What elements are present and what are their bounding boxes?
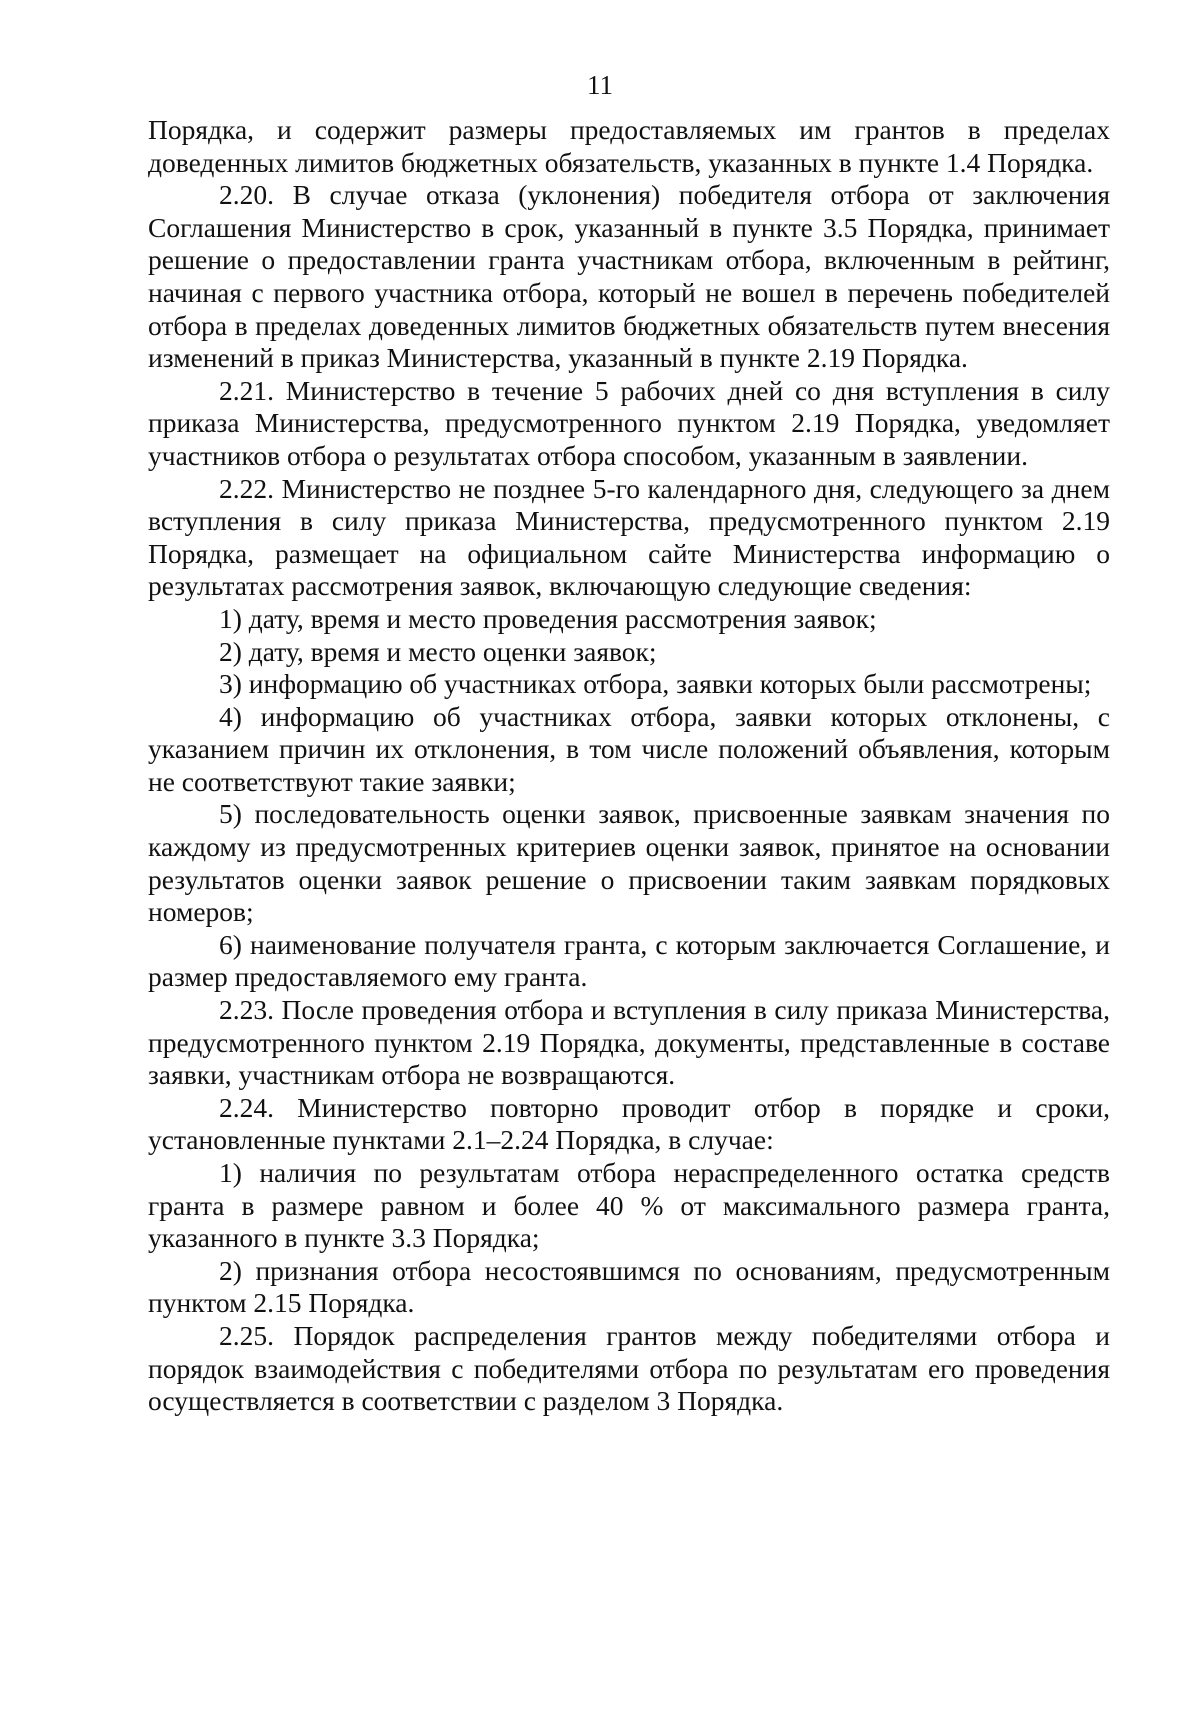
clause-2-21: 2.21. Министерство в течение 5 рабочих дней со дня вступления в силу приказа Министерства, предусмотренного пунктом 2.19 Порядка, уведомляет участников отбора о результатах отбора способом, указанным в заявлении.: [148, 374, 1110, 471]
clause-2-25: 2.25. Порядок распределения грантов между победителями отбора и порядок взаимодействия с победителями отбора по результатам его проведения осуществляется в соответствии с разделом 3 Порядка.: [148, 1319, 1110, 1417]
clause-2-22-item-6: 6) наименование получателя гранта, с которым заключается Соглашение, и размер предоставляемого ему гранта.: [148, 928, 1110, 993]
clause-2-23: 2.23. После проведения отбора и вступления в силу приказа Министерства, предусмотренного пунктом 2.19 Порядка, документы, представленные в составе заявки, участникам отбора не возвращаются.: [148, 994, 1110, 1091]
clause-2-22-item-5: 5) последовательность оценки заявок, присвоенные заявкам значения по каждому из предусмотренных критериев оценки заявок, принятое на основании результатов оценки заявок решение о присвоении таким заявкам порядковых номеров;: [148, 798, 1110, 928]
clause-2-24-item-2: 2) признания отбора несостоявшимся по основаниям, предусмотренным пунктом 2.15 Порядка.: [148, 1254, 1110, 1319]
clause-2-22-item-1: 1) дату, время и место проведения рассмотрения заявок;: [219, 602, 877, 634]
clause-2-22-item-2: 2) дату, время и место оценки заявок;: [219, 635, 657, 667]
page-number: 11: [587, 70, 613, 100]
paragraph-continuation: Порядка, и содержит размеры предоставляемых им грантов в пределах доведенных лимитов бюджетных обязательств, указанных в пункте 1.4 Порядка.: [148, 114, 1110, 178]
document-body: [148, 114, 1110, 1418]
clause-2-22-item-4: 4) информацию об участниках отбора, заявки которых отклонены, с указанием причин их отклонения, в том числе положений объявления, которым не соответствуют такие заявки;: [148, 700, 1110, 797]
clause-2-20: 2.20. В случае отказа (уклонения) победителя отбора от заключения Соглашения Министерство в срок, указанный в пункте 3.5 Порядка, принимает решение о предоставлении гранта участникам отбора, включенным в рейтинг, начиная с первого участника отбора, который не вошел в перечень победителей отбора в пределах доведенных лимитов бюджетных обязательств путем внесения изменений в приказ Министерства, указанный в пункте 2.19 Порядка.: [148, 179, 1110, 374]
clause-2-22-item-3: 3) информацию об участниках отбора, заявки которых были рассмотрены;: [219, 668, 1092, 700]
clause-2-22: 2.22. Министерство не позднее 5-го календарного дня, следующего за днем вступления в силу приказа Министерства, предусмотренного пунктом 2.19 Порядка, размещает на официальном сайте Министерства информацию о результатах рассмотрения заявок, включающую следующие сведения:: [148, 472, 1110, 602]
clause-2-24-item-1: 1) наличия по результатам отбора нераспределенного остатка средств гранта в размере равном и более 40 % от максимального размера гранта, указанного в пункте 3.3 Порядка;: [148, 1157, 1110, 1254]
clause-2-24: 2.24. Министерство повторно проводит отбор в порядке и сроки, установленные пунктами 2.1–2.24 Порядка, в случае:: [148, 1091, 1110, 1156]
